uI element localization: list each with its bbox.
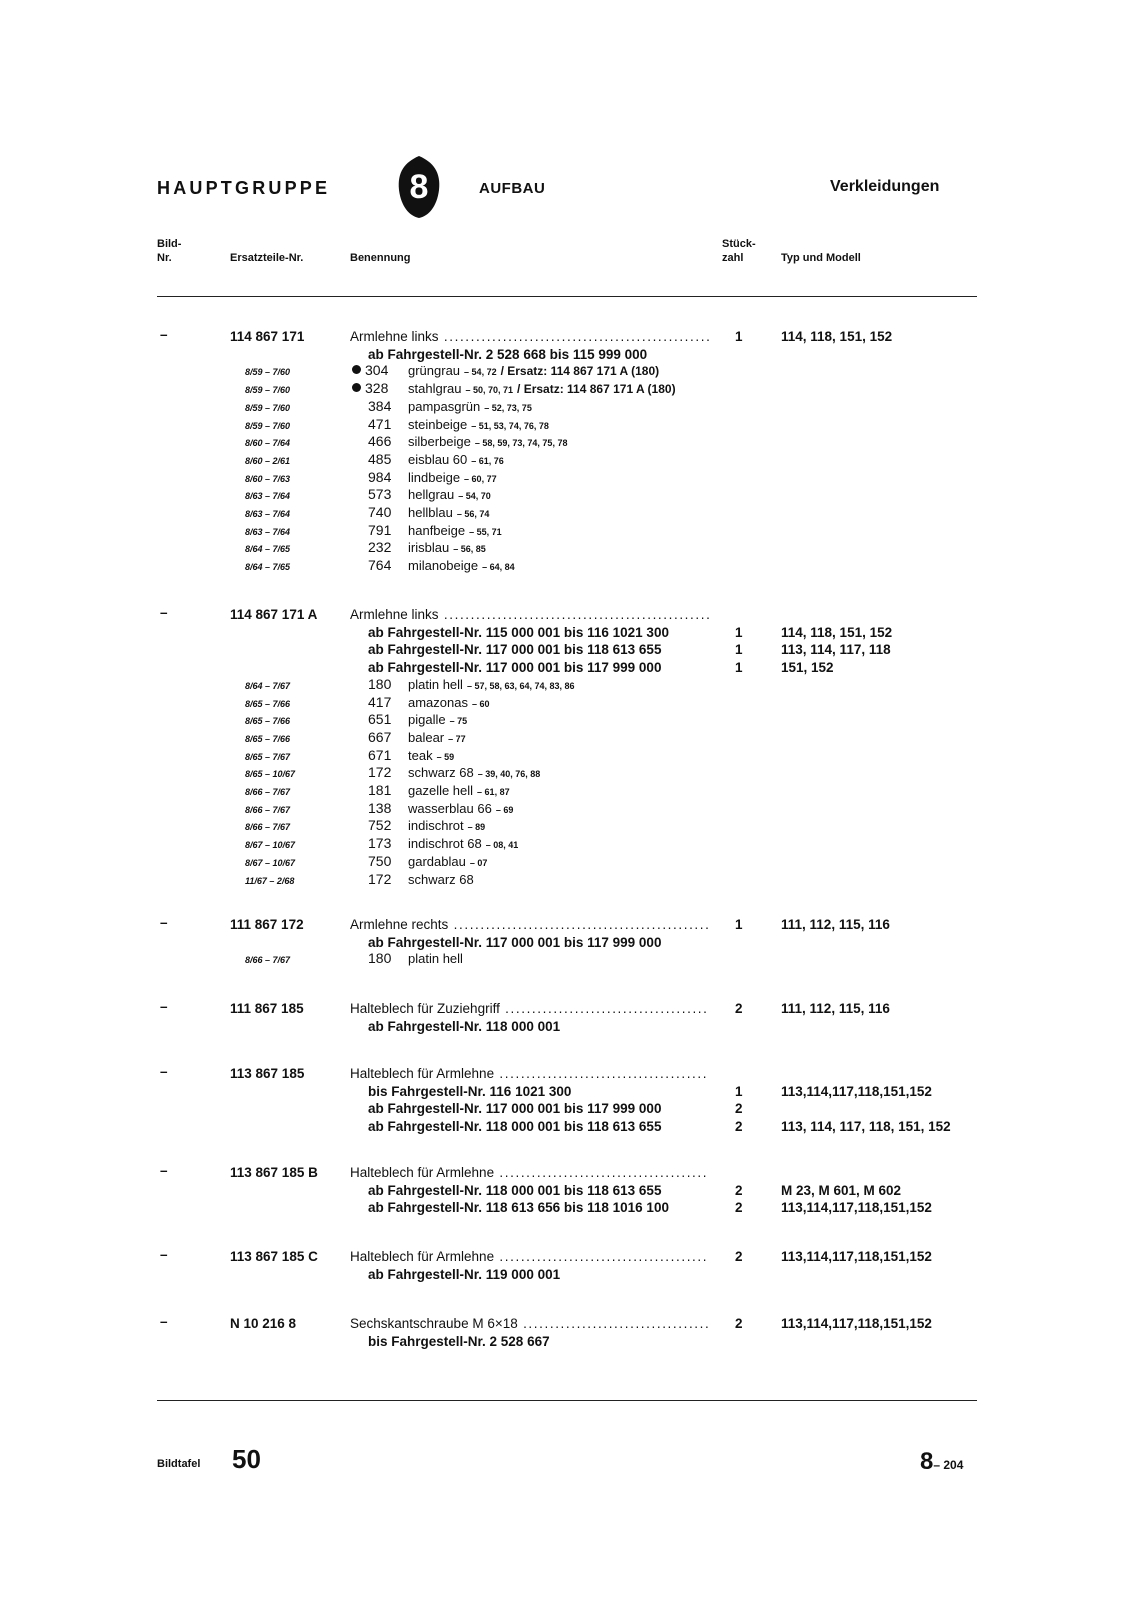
chassis-range: ab Fahrgestell-Nr. 118 000 001 — [368, 1018, 561, 1034]
model-types: 151, 152 — [781, 660, 834, 676]
color-name-text: balear — [408, 729, 445, 745]
group-number-badge — [395, 154, 443, 220]
color-name-text: hellgrau — [408, 487, 455, 503]
color-code-number: 181 — [368, 782, 392, 798]
color-models: – 54, 72 — [464, 367, 497, 378]
chassis-range: ab Fahrgestell-Nr. 117 000 001 bis 117 999 000 — [368, 1101, 662, 1117]
color-name-text: steinbeige — [408, 416, 468, 432]
page-main: 8 — [920, 1448, 934, 1475]
color-code-number: 232 — [368, 539, 392, 556]
color-code-number: 791 — [368, 521, 392, 538]
color-models: – 64, 84 — [482, 562, 515, 573]
part-number: 111 867 172 — [230, 917, 304, 932]
color-code — [352, 362, 388, 378]
color-name — [408, 381, 676, 396]
bild-nr: – — [160, 327, 168, 342]
quantity: 1 — [735, 917, 743, 932]
color-name-text: pampasgrün — [408, 398, 481, 414]
model-types: 113,114,117,118,151,152 — [781, 1249, 932, 1264]
leader-dots: ................................................ — [448, 917, 711, 932]
color-code — [368, 416, 391, 432]
part-number: 114 867 171 — [230, 329, 305, 344]
main-group-label: HAUPTGRUPPE — [157, 178, 331, 198]
color-name — [408, 523, 502, 538]
color-code — [368, 522, 391, 538]
quantity: 2 — [735, 1249, 743, 1264]
color-code-number: 750 — [368, 852, 392, 869]
color-name-text: irisblau — [408, 540, 450, 556]
color-name — [408, 505, 489, 520]
color-name — [408, 540, 486, 555]
chassis-range: bis Fahrgestell-Nr. 116 1021 300 — [368, 1083, 572, 1099]
part-title — [350, 1315, 710, 1333]
color-models: – 55, 71 — [469, 526, 502, 537]
color-models: – 60 — [471, 698, 490, 709]
production-date: 8/59 – 7/60 — [245, 402, 291, 413]
bild-nr: – — [160, 605, 168, 620]
color-code — [368, 557, 391, 573]
chassis-range: bis Fahrgestell-Nr. 2 528 667 — [368, 1333, 550, 1349]
part-title-text: Halteblech für Zuziehgriff — [350, 1001, 500, 1016]
production-date: 8/59 – 7/60 — [245, 367, 291, 378]
production-date: 8/64 – 7/65 — [245, 562, 291, 573]
color-code — [368, 835, 391, 851]
bild-nr: – — [160, 1314, 168, 1329]
part-number: N 10 216 8 — [230, 1316, 297, 1331]
color-code — [368, 486, 391, 502]
production-date: 8/65 – 7/66 — [245, 698, 291, 709]
model-types: 113, 114, 117, 118 — [781, 642, 891, 658]
color-code — [368, 451, 391, 467]
leader-dots: ....................................... — [494, 1066, 709, 1081]
production-date: 8/66 – 7/67 — [245, 955, 291, 966]
color-models: – 50, 70, 71 — [465, 385, 514, 396]
bild-nr: – — [160, 915, 168, 930]
production-date: 11/67 – 2/68 — [245, 875, 295, 886]
color-name — [408, 748, 454, 763]
part-title-text: Halteblech für Armlehne — [350, 1249, 495, 1264]
color-code-number: 172 — [368, 764, 392, 781]
quantity: 1 — [735, 660, 743, 676]
color-code-number: 752 — [368, 817, 392, 834]
color-name — [408, 363, 659, 378]
color-code-number: 466 — [368, 433, 392, 450]
bullet-marker — [352, 365, 361, 374]
part-number: 111 867 185 — [230, 1001, 304, 1016]
color-name — [408, 951, 467, 966]
part-title — [350, 1248, 708, 1266]
color-code-number: 417 — [368, 693, 392, 710]
model-types: 114, 118, 151, 152 — [781, 329, 893, 344]
replacement-note: / Ersatz: 114 867 171 A (180) — [517, 382, 676, 397]
part-title — [350, 1065, 708, 1083]
color-name-text: silberbeige — [408, 434, 471, 450]
leader-dots: ....................................... — [494, 1165, 709, 1180]
color-code-number: 740 — [368, 504, 392, 520]
page-number — [920, 1448, 963, 1476]
production-date: 8/64 – 7/67 — [245, 680, 291, 691]
chassis-range: ab Fahrgestell-Nr. 119 000 001 — [368, 1266, 561, 1282]
quantity: 2 — [735, 1200, 743, 1216]
leader-dots: .................................................. — [438, 329, 712, 344]
quantity: 1 — [735, 624, 743, 640]
bild-nr: – — [160, 1064, 168, 1079]
color-code — [368, 729, 391, 745]
replacement-note: / Ersatz: 114 867 171 A (180) — [500, 364, 660, 379]
production-date: 8/63 – 7/64 — [245, 526, 291, 537]
part-title — [350, 1164, 708, 1182]
bild-nr: – — [160, 1247, 168, 1262]
color-name-text: schwarz 68 — [408, 871, 474, 887]
col-typ-modell: Typ und Modell — [781, 252, 861, 264]
part-number: 113 867 185 C — [230, 1249, 318, 1264]
part-title-text: Armlehne links — [350, 329, 439, 344]
color-code-number: 328 — [365, 380, 389, 397]
model-types: 113,114,117,118,151,152 — [781, 1200, 932, 1216]
production-date: 8/66 – 7/67 — [245, 822, 291, 833]
color-name-text: platin hell — [408, 951, 463, 967]
production-date: 8/65 – 7/66 — [245, 733, 291, 744]
color-name-text: hanfbeige — [408, 522, 466, 538]
chassis-range: ab Fahrgestell-Nr. 117 000 001 bis 118 613 655 — [368, 642, 662, 658]
section-title: Verkleidungen — [830, 178, 940, 195]
part-title — [350, 606, 711, 624]
part-title — [350, 328, 711, 346]
chassis-range: ab Fahrgestell-Nr. 118 000 001 bis 118 613 655 — [368, 1182, 662, 1198]
col-stueckzahl: Stück- zahl — [722, 238, 756, 264]
part-title-text: Sechskantschraube M 6×18 — [350, 1316, 518, 1331]
production-date: 8/66 – 7/67 — [245, 804, 291, 815]
leader-dots: ...................................... — [499, 1001, 709, 1016]
color-models: – 56, 85 — [453, 544, 486, 555]
color-code — [368, 817, 391, 833]
color-code — [368, 504, 391, 520]
production-date: 8/66 – 7/67 — [245, 787, 291, 797]
part-number: 114 867 171 A — [230, 607, 318, 622]
color-name — [408, 695, 490, 710]
color-code-number: 984 — [368, 468, 392, 485]
color-models: – 89 — [467, 822, 486, 833]
bild-nr: – — [160, 999, 168, 1014]
production-date: 8/63 – 7/64 — [245, 491, 291, 502]
footer-rule — [157, 1400, 977, 1401]
color-code — [368, 871, 391, 887]
color-name-text: indischrot — [408, 818, 464, 834]
color-code-number: 304 — [365, 362, 389, 379]
chassis-range: ab Fahrgestell-Nr. 118 000 001 bis 118 613 655 — [368, 1119, 662, 1135]
production-date: 8/67 – 10/67 — [245, 857, 296, 868]
bullet-marker — [352, 383, 361, 392]
color-code — [368, 676, 391, 692]
color-models: – 51, 53, 74, 76, 78 — [471, 420, 549, 431]
color-code — [368, 747, 391, 763]
color-code — [368, 433, 391, 449]
color-code — [368, 539, 391, 555]
col-ersatzteil-nr: Ersatzteile-Nr. — [230, 252, 304, 264]
production-date: 8/67 – 10/67 — [245, 840, 296, 851]
model-types: 113, 114, 117, 118, 151, 152 — [781, 1119, 951, 1135]
chassis-range: ab Fahrgestell-Nr. 117 000 001 bis 117 999 000 — [368, 660, 662, 676]
plate-label: Bildtafel — [157, 1458, 201, 1470]
color-code — [368, 694, 391, 710]
color-name — [408, 487, 491, 502]
color-name — [408, 818, 485, 833]
page-sub: – 204 — [933, 1458, 964, 1472]
color-models: – 57, 58, 63, 64, 74, 83, 86 — [466, 680, 575, 691]
color-name — [408, 712, 467, 727]
color-code-number: 172 — [368, 870, 392, 887]
header-rule — [157, 296, 977, 297]
color-name — [408, 417, 549, 432]
color-name-text: teak — [408, 747, 433, 763]
color-name-text: amazonas — [408, 694, 468, 710]
model-types: 111, 112, 115, 116 — [781, 917, 890, 932]
color-models: – 60, 77 — [464, 473, 497, 484]
quantity: 1 — [735, 329, 743, 344]
quantity: 2 — [735, 1101, 743, 1117]
model-types: 111, 112, 115, 116 — [781, 1001, 890, 1016]
model-types: 114, 118, 151, 152 — [781, 624, 893, 640]
color-models: – 69 — [495, 804, 514, 815]
color-code-number: 671 — [368, 746, 392, 763]
leader-dots: ................................... — [517, 1316, 711, 1331]
production-date: 8/60 – 7/63 — [245, 473, 291, 484]
quantity: 2 — [735, 1316, 743, 1331]
bild-nr: – — [160, 1163, 168, 1178]
color-name-text: gazelle hell — [408, 783, 474, 798]
leader-dots: .................................................. — [438, 607, 712, 622]
production-date: 8/60 – 2/61 — [245, 455, 291, 466]
color-name — [408, 783, 510, 798]
color-name-text: schwarz 68 — [408, 765, 474, 781]
color-name — [408, 558, 515, 573]
quantity: 2 — [735, 1182, 743, 1198]
part-title — [350, 916, 710, 934]
chassis-range: ab Fahrgestell-Nr. 2 528 668 bis 115 999 000 — [368, 346, 648, 362]
group-number: 8 — [409, 168, 429, 206]
production-date: 8/64 – 7/65 — [245, 544, 291, 555]
quantity: 2 — [735, 1119, 743, 1135]
color-name — [408, 765, 540, 780]
production-date: 8/59 – 7/60 — [245, 420, 291, 431]
color-code — [368, 711, 391, 727]
color-code — [368, 782, 391, 798]
production-date: 8/60 – 7/64 — [245, 438, 291, 449]
part-number: 113 867 185 — [230, 1066, 305, 1081]
color-name-text: platin hell — [408, 676, 463, 692]
color-name-text: pigalle — [408, 712, 446, 728]
color-name-text: wasserblau 66 — [408, 800, 492, 816]
color-code — [352, 380, 388, 396]
color-name — [408, 872, 478, 887]
quantity: 1 — [735, 642, 743, 658]
color-code-number: 180 — [368, 675, 392, 692]
production-date: 8/65 – 10/67 — [245, 769, 296, 780]
color-models: – 52, 73, 75 — [484, 402, 532, 413]
color-models: – 39, 40, 76, 88 — [477, 769, 541, 780]
color-name — [408, 434, 567, 449]
chassis-range: ab Fahrgestell-Nr. 115 000 001 bis 116 1021 300 — [368, 624, 669, 640]
part-title-text: Halteblech für Armlehne — [350, 1066, 495, 1081]
col-bild-nr: Bild- Nr. — [157, 238, 182, 264]
color-code-number: 138 — [368, 799, 392, 816]
color-code — [368, 950, 391, 966]
color-name — [408, 730, 466, 745]
color-name-text: grüngrau — [408, 363, 461, 379]
color-code-number: 173 — [368, 835, 392, 852]
production-date: 8/59 – 7/60 — [245, 385, 291, 396]
model-types: 113,114,117,118,151,152 — [781, 1083, 932, 1099]
production-date: 8/65 – 7/66 — [245, 716, 291, 727]
part-title-text: Armlehne links — [350, 607, 439, 622]
quantity: 1 — [735, 1083, 743, 1099]
color-code-number: 667 — [368, 728, 392, 745]
color-name — [408, 854, 487, 869]
color-code-number: 471 — [368, 415, 392, 432]
color-name — [408, 452, 504, 467]
color-models: – 75 — [449, 716, 468, 727]
color-models: – 56, 74 — [456, 509, 490, 519]
color-models: – 77 — [448, 733, 466, 744]
color-code-number: 573 — [368, 486, 392, 503]
color-code — [368, 800, 391, 816]
chassis-range: ab Fahrgestell-Nr. 118 613 656 bis 118 1016 100 — [368, 1200, 669, 1216]
color-name — [408, 399, 532, 414]
plate-number: 50 — [232, 1444, 261, 1474]
part-title — [350, 1000, 709, 1018]
model-types: 113,114,117,118,151,152 — [781, 1316, 932, 1331]
quantity: 2 — [735, 1001, 743, 1016]
color-code — [368, 398, 391, 414]
chassis-range: ab Fahrgestell-Nr. 117 000 001 bis 117 999 000 — [368, 934, 662, 950]
leader-dots: ....................................... — [494, 1249, 709, 1264]
color-name-text: hellblau — [408, 505, 453, 520]
color-name-text: lindbeige — [408, 469, 461, 485]
color-code — [368, 853, 391, 869]
color-code-number: 485 — [368, 450, 392, 467]
group-name: AUFBAU — [479, 180, 546, 197]
color-code-number: 651 — [368, 711, 392, 728]
color-models: – 59 — [436, 751, 455, 762]
color-name — [408, 470, 497, 485]
production-date: 8/63 – 7/64 — [245, 509, 291, 519]
model-types: M 23, M 601, M 602 — [781, 1182, 902, 1198]
col-benennung: Benennung — [350, 252, 411, 264]
color-name — [408, 801, 513, 816]
color-code — [368, 764, 391, 780]
production-date: 8/65 – 7/67 — [245, 751, 291, 762]
part-title-text: Armlehne rechts — [350, 917, 449, 932]
part-number: 113 867 185 B — [230, 1165, 318, 1180]
part-title-text: Halteblech für Armlehne — [350, 1165, 495, 1180]
color-models: – 54, 70 — [458, 491, 491, 502]
color-name-text: indischrot 68 — [408, 836, 482, 852]
color-models: – 08, 41 — [485, 840, 519, 851]
color-name-text: stahlgrau — [408, 381, 462, 397]
color-name — [408, 677, 575, 692]
color-name-text: eisblau 60 — [408, 451, 468, 467]
color-name-text: gardablau — [408, 853, 466, 869]
color-code-number: 180 — [368, 950, 392, 967]
color-code-number: 764 — [368, 557, 392, 574]
color-code — [368, 469, 391, 485]
color-models: – 61, 87 — [477, 787, 510, 797]
color-models: – 61, 76 — [471, 455, 504, 466]
color-name — [408, 836, 518, 851]
color-name-text: milanobeige — [408, 558, 479, 574]
color-models: – 07 — [469, 857, 488, 868]
color-code-number: 384 — [368, 397, 392, 414]
color-models: – 58, 59, 73, 74, 75, 78 — [474, 438, 568, 449]
